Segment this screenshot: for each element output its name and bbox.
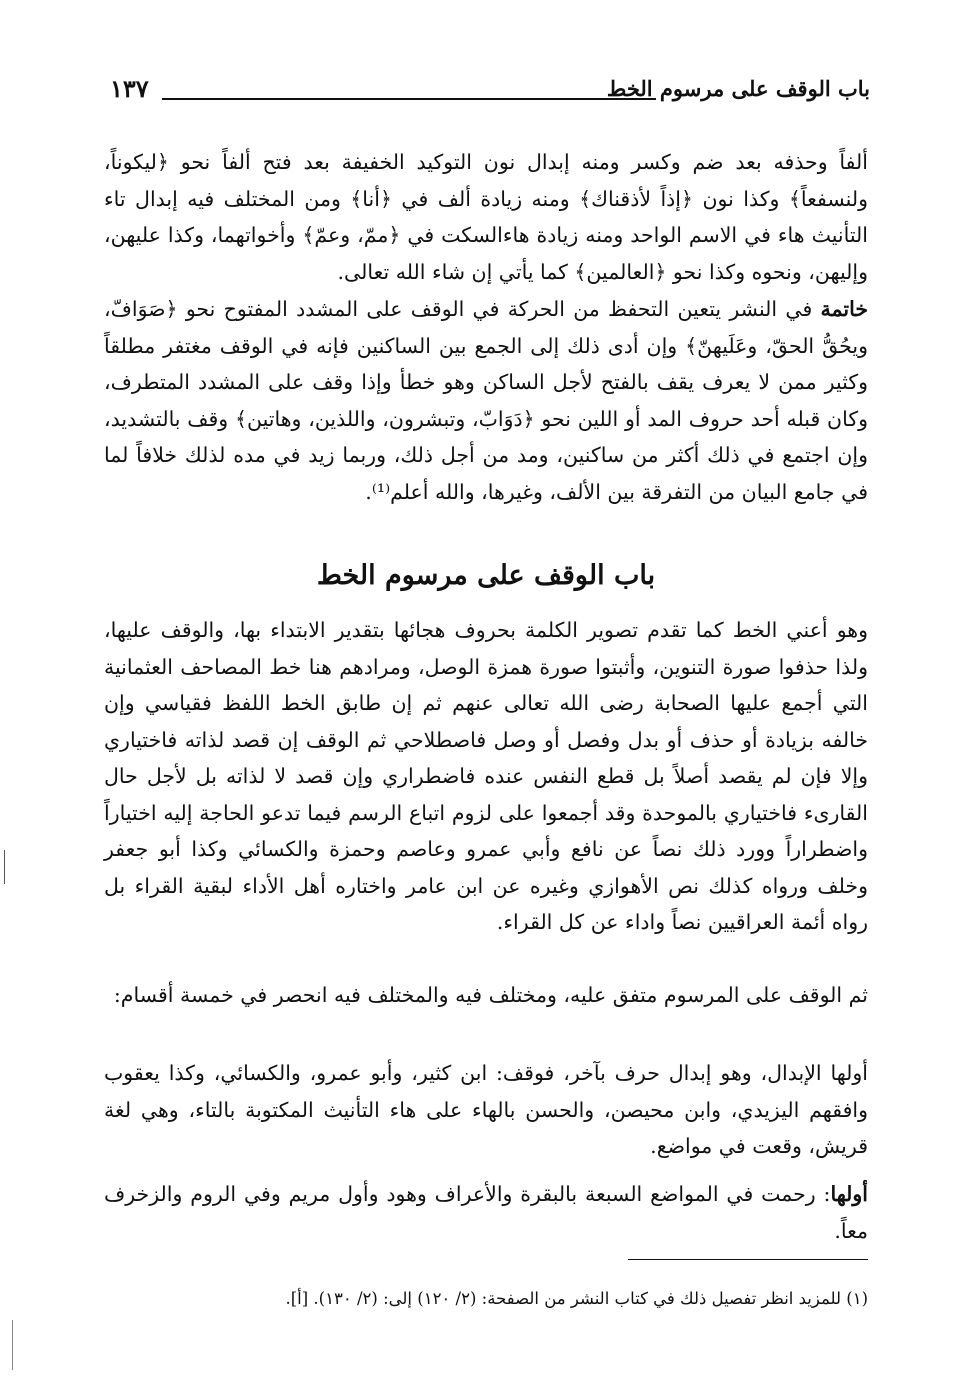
section-title: باب الوقف على مرسوم الخط — [316, 560, 656, 591]
header-rule — [162, 98, 656, 100]
page-number: ١٣٧ — [110, 74, 149, 103]
paragraph-6-lead: أولها — [830, 1182, 868, 1206]
paragraph-6-text: : رحمت في المواضع السبعة بالبقرة والأعراف وهود وأول مريم وفي الروم والزخرف معاً. — [104, 1182, 868, 1243]
paragraph-2 — [104, 291, 868, 510]
footnote-rule — [628, 1259, 868, 1260]
page-header — [110, 72, 870, 112]
paragraph-2-text: في النشر يتعين التحفظ من الحركة في الوقف على المشدد المفتوح نحو ﴿صَوَافّ، ويحُقُّ الحقّ، وعَلَيهنّ﴾ وإن أدى ذلك إلى الجمع بين الساكنين فإنه في الوقف مغتفر مطلقاً وكثير ممن لا يعرف يقف بالفتح لأجل الساكن وهو خطأ وإذا وقف على المشدد المتطرف، وكان قبله أحد حروف المد أو اللين نحو ﴿دَوَابّ، وتبشرون، واللذين، وهاتين﴾ وقف بالتشديد، وإن اجتمع في ذلك أكثر من ساكنين، ومد من أجل ذلك، وربما زيد في مده لذلك خلافاً لما في جامع البيان من التفرقة بين الألف، وغيرها، والله أعلم⁽¹⁾. — [104, 297, 868, 504]
scan-artifact-line — [12, 1320, 13, 1370]
paragraph-3: وهو أعني الخط كما تقدم تصوير الكلمة بحروف هجائها بتقدير الابتداء بها، والوقف عليها، ولذا حذفوا صورة التنوين، وأثبتوا صورة همزة الوصل، ومرادهم هنا خط المصاحف العثمانية التي أجمع عليها الصحابة رضى الله تعالى عنهم ثم إن طابق الخط اللفظ فقياسي وإن خالفه بزيادة أو حذف أو بدل وفصل أو وصل فاصطلاحي ثم الوقف إن قصد لذاته فاختياري وإلا فإن لم يقصد أصلاً بل قطع النفس عنده فاضطراري وإن قصد لا لذاته بل لأجل حال القارىء فاختياري بالموحدة وقد أجمعوا على لزوم اتباع الرسم فيما تدعو الحاجة إليه اختياراً واضطراراً وورد ذلك نصاً عن نافع وأبي عمرو وعاصم وحمزة والكسائي وكذا أبو جعفر وخلف ورواه كذلك نص الأهوازي وغيره عن ابن عامر واختاره أهل الأداء لبقية القراء بل رواه أئمة العراقيين نصاً واداء عن كل القراء. — [104, 618, 868, 934]
paragraph-2-lead: خاتمة — [820, 297, 868, 321]
paragraph-5: أولها الإبدال، وهو إبدال حرف بآخر، فوقف: ابن كثير، وأبو عمرو، والكسائي، وكذا يعقوب وافقهم اليزيدي، وابن محيصن، والحسن بالهاء على هاء التأنيث المكتوبة بالتاء، وهي لغة قريش، وقعت في مواضع. — [104, 1061, 868, 1158]
paragraph-4: ثم الوقف على المرسوم متفق عليه، ومختلف فيه والمختلف فيه انحصر في خمسة أقسام: — [113, 983, 868, 1007]
footnote: (١) للمزيد انظر تفصيل ذلك في كتاب النشر من الصفحة: (٢/ ١٢٠) إلى: (٢/ ١٣٠). [أ]. — [285, 1289, 868, 1308]
running-title: باب الوقف على مرسوم الخط — [606, 76, 870, 101]
paragraph-1: ألفاً وحذفه بعد ضم وكسر ومنه إبدال نون التوكيد الخفيفة بعد فتح ألفاً نحو ﴿ليكوناً، ولنسفعاً﴾ وكذا نون ﴿إذاً لأذقناك﴾ ومنه زيادة ألف في ﴿أنا﴾ ومن المختلف فيه إبدال تاء التأنيث هاء في الاسم الواحد ومنه زيادة هاءالسكت في ﴿ممّ، وعمّ﴾ وأخواتهما، وكذا عليهن، وإليهن، ونحوه وكذا نحو ﴿العالمين﴾ كما يأتي إن شاء الله تعالى. — [104, 150, 868, 284]
scan-artifact-line — [4, 850, 5, 884]
paragraph-6 — [104, 1176, 868, 1249]
